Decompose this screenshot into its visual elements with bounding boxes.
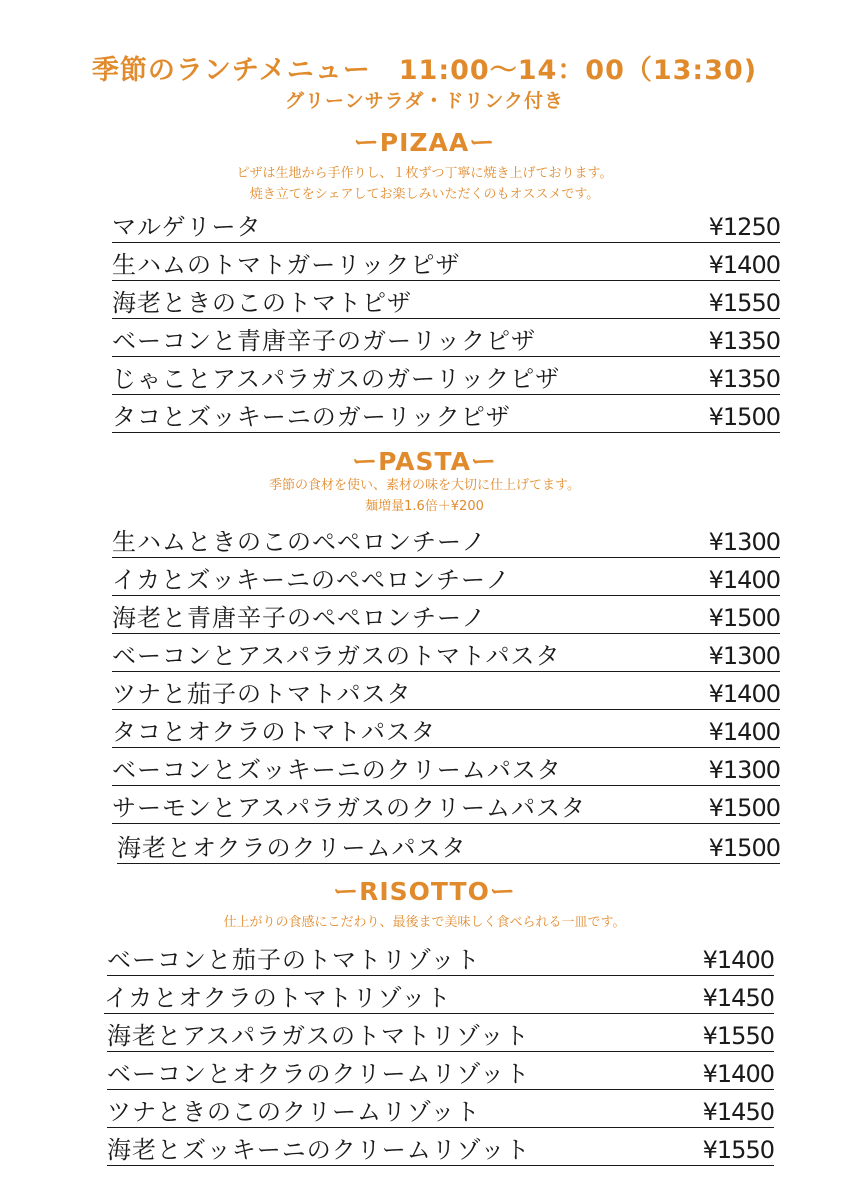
item-price: ¥1400 <box>708 251 780 279</box>
page-subtitle: グリーンサラダ・ドリンク付き <box>284 90 565 112</box>
item-name: タコとズッキーニのガーリックピザ <box>112 403 511 431</box>
item-name: サーモンとアスパラガスのクリームパスタ <box>112 794 587 822</box>
menu-item <box>107 1021 774 1052</box>
item-name: ベーコンと茄子のトマトリゾット <box>107 946 481 974</box>
menu-item <box>117 833 780 864</box>
item-name: ベーコンと青唐辛子のガーリックピザ <box>112 327 537 355</box>
item-price: ¥1500 <box>708 834 780 862</box>
item-name: 生ハムときのこのペペロンチーノ <box>112 528 487 556</box>
item-price: ¥1400 <box>708 718 780 746</box>
menu-item <box>112 364 780 395</box>
item-price: ¥1450 <box>702 984 774 1012</box>
item-price: ¥1500 <box>708 794 780 822</box>
item-name: 海老ときのこのトマトピザ <box>112 289 412 317</box>
section-description-risotto <box>0 912 849 933</box>
menu-item <box>112 603 780 634</box>
menu-item <box>107 1135 774 1166</box>
menu-item <box>112 288 780 319</box>
menu-item <box>112 793 780 824</box>
item-name: 生ハムのトマトガーリックピザ <box>112 251 461 279</box>
section-title-pasta: ーPASTAー <box>352 447 497 476</box>
item-name: 海老とズッキーニのクリームリゾット <box>107 1136 531 1164</box>
item-name: 海老とオクラのクリームパスタ <box>117 834 467 862</box>
item-name: ツナと茄子のトマトパスタ <box>112 680 412 708</box>
menu-item <box>112 641 780 672</box>
menu-item <box>107 945 774 976</box>
section-title-pizza: ーPIZAAー <box>353 128 496 157</box>
item-price: ¥1400 <box>702 946 774 974</box>
item-price: ¥1550 <box>702 1022 774 1050</box>
item-name: イカとズッキーニのペペロンチーノ <box>112 566 511 594</box>
item-price: ¥1500 <box>708 403 780 431</box>
item-price: ¥1550 <box>708 289 780 317</box>
item-name: イカとオクラのトマトリゾット <box>104 984 452 1012</box>
menu-item <box>112 755 780 786</box>
item-name: ベーコンとズッキーニのクリームパスタ <box>112 756 562 784</box>
section-description-pizza <box>0 163 849 205</box>
item-name: マルゲリータ <box>112 213 262 241</box>
menu-item <box>104 983 774 1014</box>
section-description-pasta <box>0 475 849 517</box>
menu-item <box>112 250 780 281</box>
description-line: 焼き立てをシェアしてお楽しみいただくのもオススメです。 <box>249 187 600 202</box>
item-name: 海老と青唐辛子のペペロンチーノ <box>112 604 487 632</box>
menu-item <box>112 212 780 243</box>
menu-item <box>107 1097 774 1128</box>
item-name: 海老とアスパラガスのトマトリゾット <box>107 1022 530 1050</box>
description-line: 仕上がりの食感にこだわり、最後まで美味しく食べられる一皿です。 <box>223 915 626 930</box>
item-name: じゃことアスパラガスのガーリックピザ <box>112 365 561 393</box>
item-price: ¥1350 <box>708 327 780 355</box>
item-price: ¥1400 <box>708 566 780 594</box>
item-price: ¥1400 <box>702 1060 774 1088</box>
item-price: ¥1550 <box>702 1136 774 1164</box>
item-name: ベーコンとアスパラガスのトマトパスタ <box>112 642 561 670</box>
item-price: ¥1300 <box>708 756 780 784</box>
menu-item <box>107 1059 774 1090</box>
menu-item <box>112 402 780 433</box>
menu-item <box>112 717 780 748</box>
section-title-risotto: ーRISOTTOー <box>333 877 516 906</box>
description-line: ピザは生地から手作りし、１枚ずつ丁寧に焼き上げております。 <box>236 166 613 181</box>
menu-item <box>112 679 780 710</box>
item-price: ¥1450 <box>702 1098 774 1126</box>
item-price: ¥1400 <box>708 680 780 708</box>
menu-item <box>112 565 780 596</box>
item-price: ¥1250 <box>708 213 780 241</box>
item-name: ツナときのこのクリームリゾット <box>107 1098 481 1126</box>
item-price: ¥1300 <box>708 642 780 670</box>
item-price: ¥1300 <box>708 528 780 556</box>
item-name: ベーコンとオクラのクリームリゾット <box>107 1060 531 1088</box>
item-price: ¥1500 <box>708 604 780 632</box>
description-line: 麺増量1.6倍＋¥200 <box>365 499 484 514</box>
item-name: タコとオクラのトマトパスタ <box>112 718 437 746</box>
menu-item <box>112 326 780 357</box>
menu-item <box>112 527 780 558</box>
description-line: 季節の食材を使い、素材の味を大切に仕上げてます。 <box>269 478 580 493</box>
item-price: ¥1350 <box>708 365 780 393</box>
page-title: 季節のランチメニュー 11:00〜14：00（13:30) <box>91 55 758 86</box>
